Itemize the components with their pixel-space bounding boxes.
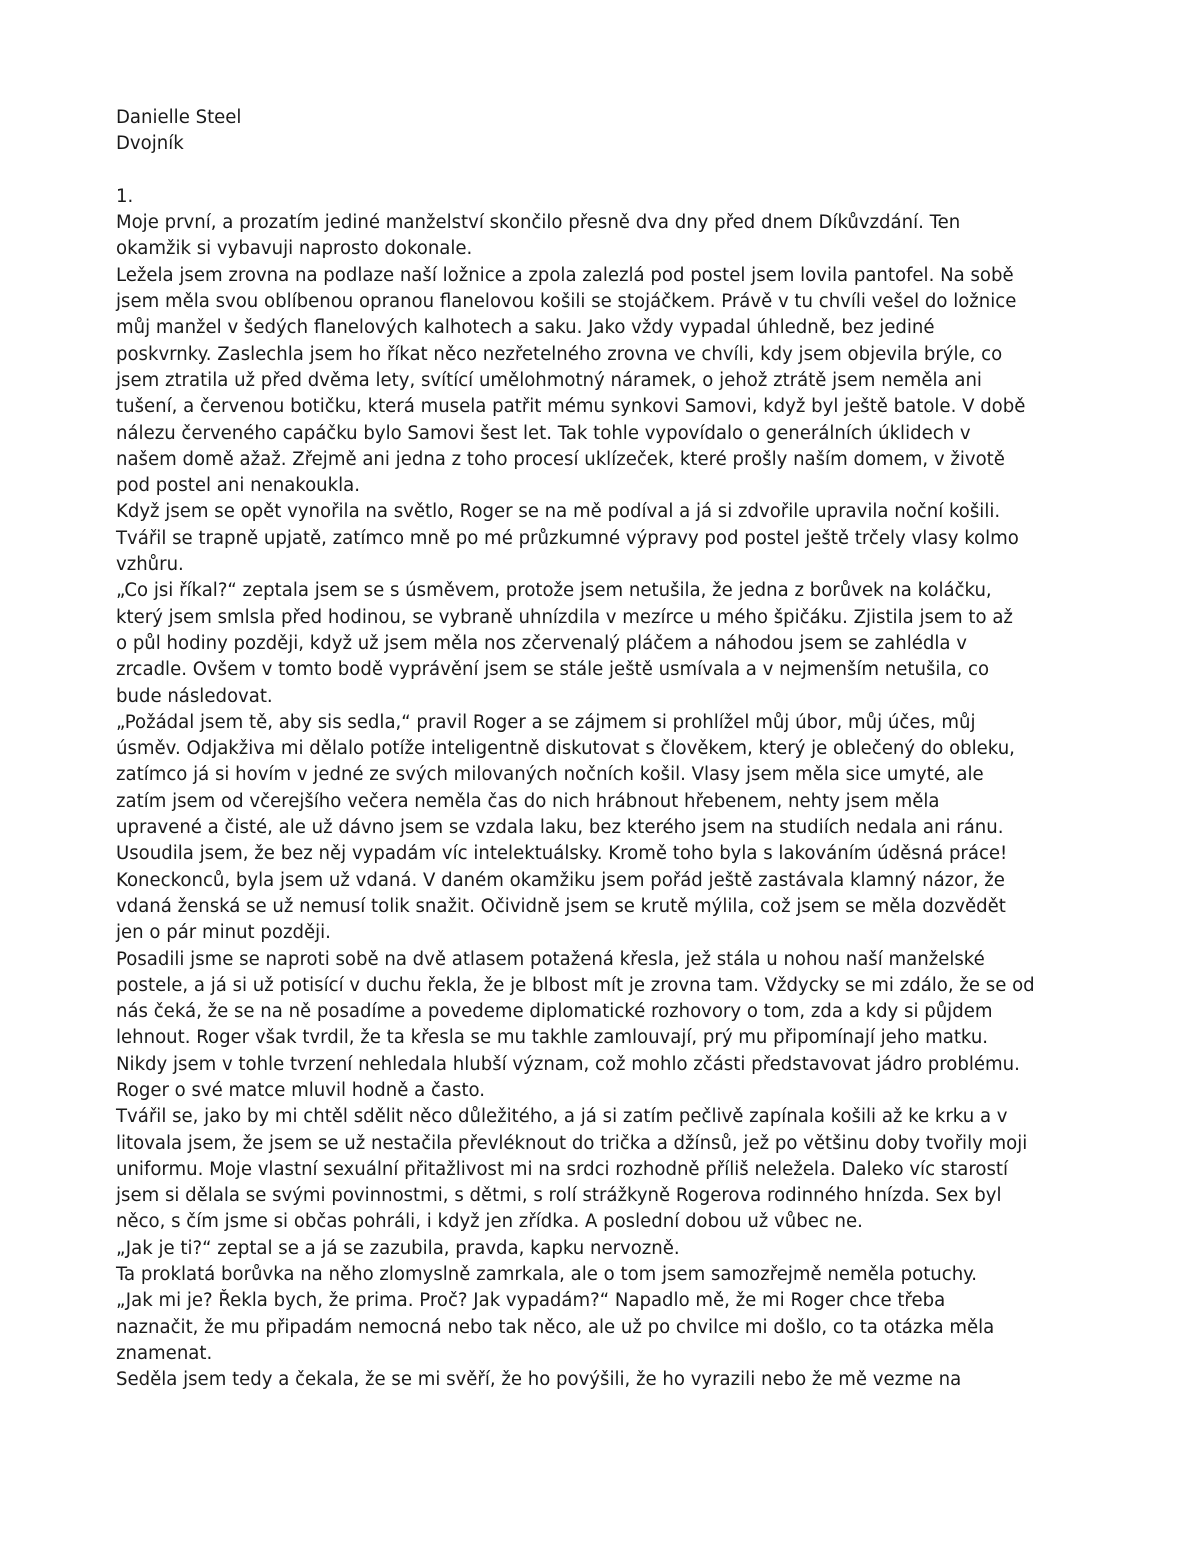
text-line: „Požádal jsem tě, aby sis sedla,“ pravil Roger a se zájmem si prohlížel můj úbor, můj účes, můj (116, 711, 976, 733)
text-line: bude následovat. (116, 685, 273, 707)
text-line: jsem si dělala se svými povinnostmi, s dětmi, s rolí strážkyně Rogerova rodinného hnízda. Sex byl (116, 1185, 1002, 1207)
text-line: Tvářil se trapně upjatě, zatímco mně po mé průzkumné výpravy pod postel ještě trčely vlasy kolmo (116, 527, 1019, 549)
text-line: Usoudila jsem, že bez něj vypadám víc intelektuálsky. Kromě toho byla s lakováním úděsná práce! (116, 843, 1008, 865)
text-line: vdaná ženská se už nemusí tolik snažit. Očividně jsem se krutě mýlila, což jsem se měla dozvědět (116, 895, 1006, 917)
text-line: nás čeká, že se na ně posadíme a povedeme diplomatické rozhovory o tom, zda a kdy si půjdem (116, 1001, 993, 1023)
text-line: můj manžel v šedých flanelových kalhotech a saku. Jako vždy vypadal úhledně, bez jediné (116, 317, 935, 339)
text-line: Roger o své matce mluvil hodně a často. (116, 1079, 486, 1101)
text-line: Moje první, a prozatím jediné manželství skončilo přesně dva dny před dnem Díkůvzdání. Ten (116, 212, 961, 234)
text-line: „Co jsi říkal?“ zeptala jsem se s úsměvem, protože jsem netušila, že jedna z borůvek na koláčku, (116, 580, 992, 602)
text-line: postele, a já si už potisící v duchu řekla, že je blbost mít je zrovna tam. Vždycky se mi zdálo, že se od (116, 974, 1035, 996)
text-line: znamenat. (116, 1342, 213, 1364)
text-line: okamžik si vybavuji naprosto dokonale. (116, 238, 473, 260)
text-line: jsem ztratila už před dvěma lety, svítící umělohmotný náramek, o jehož ztrátě jsem neměla ani (116, 369, 982, 391)
text-line: upravené a čisté, ale už dávno jsem se vzdala laku, bez kterého jsem na studiích nedala ani ránu. (116, 817, 1004, 839)
text-line: Posadili jsme se naproti sobě na dvě atlasem potažená křesla, jež stála u nohou naší manželské (116, 948, 985, 970)
text-line: vzhůru. (116, 554, 184, 576)
text-line: Koneckonců, byla jsem už vdaná. V daném okamžiku jsem pořád ještě zastávala klamný názor, že (116, 869, 1005, 891)
text-line: jen o pár minut později. (116, 922, 331, 944)
text-line: Tvářil se, jako by mi chtěl sdělit něco důležitého, a já si zatím pečlivě zapínala košili až ke krku a v (116, 1106, 1008, 1128)
text-line: jsem měla svou oblíbenou opranou flanelovou košili se stojáčkem. Právě v tu chvíli vešel do ložnice (116, 291, 1017, 313)
spacer (116, 158, 1096, 184)
text-line: „Jak mi je? Řekla bych, že prima. Proč? Jak vypadám?“ Napadlo mě, že mi Roger chce třeba (116, 1290, 946, 1312)
text-line: litovala jsem, že jsem se už nestačila převléknout do trička a džínsů, jež po většinu doby tvořily moji (116, 1132, 1028, 1154)
text-line: Seděla jsem tedy a čekala, že se mi svěří, že ho povýšili, že ho vyrazili nebo že mě vezme na (116, 1369, 962, 1391)
text-line: lehnout. Roger však tvrdil, že ta křesla se mu takhle zamlouvají, prý mu připomínají jeho matku. (116, 1027, 989, 1049)
text-line: našem domě ažaž. Zřejmě ani jedna z toho procesí uklízeček, které prošly naším domem, v životě (116, 448, 1005, 470)
text-line: „Jak je ti?“ zeptal se a já se zazubila, pravda, kapku nervozně. (116, 1237, 680, 1259)
text-line: Nikdy jsem v tohle tvrzení nehledala hlubší význam, což mohlo zčásti představovat jádro problému. (116, 1053, 1020, 1075)
book-title: Dvojník (116, 133, 184, 155)
text-line: tušení, a červenou botičku, která musela patřit mému synkovi Samovi, když byl ještě batole. V době (116, 396, 1026, 418)
text-line: zatímco já si hovím v jedné ze svých milovaných nočních košil. Vlasy jsem měla sice umyté, ale (116, 764, 984, 786)
text-line: zrcadle. Ovšem v tomto bodě vyprávění jsem se stále ještě usmívala a v nejmenším netušila, co (116, 659, 990, 681)
text-line: nálezu červeného capáčku bylo Samovi šest let. Tak tohle vypovídalo o generálních úklidech v (116, 422, 971, 444)
text-line: který jsem smlsla před hodinou, se vybraně uhnízdila v mezírce u mého špičáku. Zjistila jsem to až (116, 606, 1013, 628)
text-line: Ta proklatá borůvka na něho zlomyslně zamrkala, ale o tom jsem samozřejmě neměla potuchy. (116, 1264, 978, 1286)
text-line: uniformu. Moje vlastní sexuální přitažlivost mi na srdci rozhodně příliš neležela. Daleko víc starostí (116, 1158, 1009, 1180)
text-line: poskvrnky. Zaslechla jsem ho říkat něco nezřetelného zrovna ve chvíli, kdy jsem objevila brýle, co (116, 343, 1003, 365)
text-line: úsměv. Odjakživa mi dělalo potíže inteligentně diskutovat s člověkem, který je oblečený do obleku, (116, 738, 1015, 760)
document-page (116, 105, 1096, 1394)
text-line: pod postel ani nenakoukla. (116, 475, 360, 497)
text-line: Ležela jsem zrovna na podlaze naší ložnice a zpola zalezlá pod postel jsem lovila pantofel. Na sobě (116, 264, 1014, 286)
text-line: zatím jsem od včerejšího večera neměla čas do nich hrábnout hřebenem, nehty jsem měla (116, 790, 940, 812)
text-line: Když jsem se opět vynořila na světlo, Roger se na mě podíval a já si zdvořile upravila noční košili. (116, 501, 1001, 523)
chapter-number: 1. (116, 185, 134, 207)
chapter-text (116, 210, 1096, 1393)
text-line: naznačit, že mu připadám nemocná nebo tak něco, ale už po chvilce mi došlo, co ta otázka měla (116, 1316, 995, 1338)
author-name: Danielle Steel (116, 107, 242, 128)
text-line: něco, s čím jsme si občas pohráli, i když jen zřídka. A poslední dobou už vůbec ne. (116, 1211, 863, 1233)
text-line: o půl hodiny později, když už jsem měla nos zčervenalý pláčem a náhodou jsem se zahlédla v (116, 632, 967, 654)
